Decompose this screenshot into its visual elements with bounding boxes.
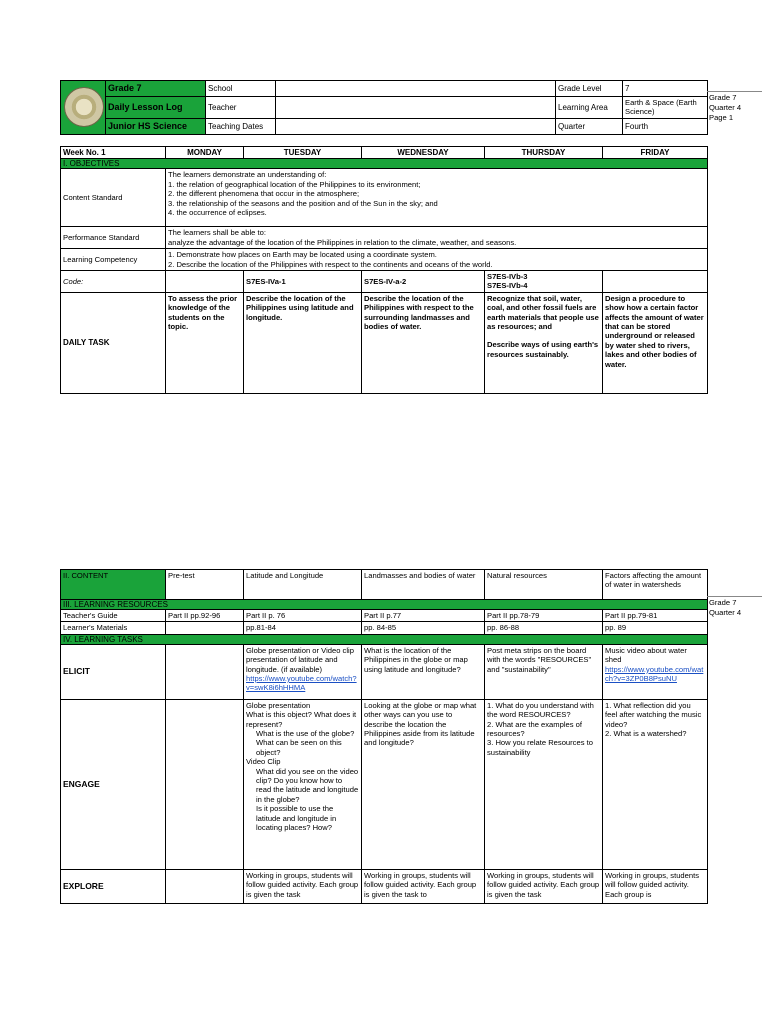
learning-area-label: Learning Area <box>556 97 623 119</box>
objectives-table <box>60 146 708 394</box>
elicit-tuesday-text: Globe presentation or Video clip presentation of latitude and longitude. (if available) <box>246 645 354 674</box>
daily-task-tuesday: Describe the location of the Philippines using latitude and longitude. <box>244 292 362 393</box>
side-notes-page2 <box>709 598 741 618</box>
engage-tuesday-line: What did you see on the video clip? Do you know how to read the latitude and longitude in the globe? <box>256 766 359 804</box>
content-wednesday: Landmasses and bodies of water <box>362 570 485 600</box>
header-rule-line <box>707 91 762 92</box>
engage-thursday-line: 2. What are the examples of resources? <box>487 719 582 739</box>
elicit-friday-text: Music video about water shed <box>605 645 687 665</box>
school-label: School <box>206 81 276 97</box>
learners-materials-friday: pp. 89 <box>603 622 708 634</box>
teaching-dates-label: Teaching Dates <box>206 118 276 134</box>
elicit-tuesday-video-link[interactable]: https://www.youtube.com/watch?v=swK8i6hHHMA <box>246 674 357 693</box>
engage-tuesday-line: Is it possible to use the latitude and longitude in locating places? How? <box>256 804 337 833</box>
section-content: II. CONTENT <box>61 570 166 600</box>
school-logo-cell <box>61 81 106 135</box>
day-tuesday: TUESDAY <box>244 147 362 159</box>
section-objectives: I. OBJECTIVES <box>61 159 708 169</box>
learning-competency-label: Learning Competency <box>61 249 166 271</box>
teachers-guide-thursday: Part II pp.78-79 <box>485 610 603 622</box>
engage-label: ENGAGE <box>61 699 166 869</box>
teachers-guide-tuesday: Part II p. 76 <box>244 610 362 622</box>
content-tuesday: Latitude and Longitude <box>244 570 362 600</box>
grade-level-label: Grade Level <box>556 81 623 97</box>
learning-competency-text <box>166 249 708 271</box>
side-note-page: Page 1 <box>709 113 734 122</box>
explore-thursday: Working in groups, students will follow guided activity. Each group is given the task <box>485 869 603 903</box>
engage-wednesday: Looking at the globe or map what other ways can you use to describe the location the Philippines aside from its latitude and longitude? <box>362 699 485 869</box>
page2-rule-line <box>707 596 762 597</box>
content-standard-label: Content Standard <box>61 169 166 227</box>
grade-title: Grade 7 <box>106 81 206 97</box>
learning-area-value: Earth & Space (Earth Science) <box>623 97 708 119</box>
engage-tuesday-line: Video Clip <box>246 757 281 767</box>
engage-tuesday-line: Globe presentation <box>246 700 311 710</box>
engage-thursday <box>485 699 603 869</box>
content-monday: Pre-test <box>166 570 244 600</box>
explore-label: EXPLORE <box>61 869 166 903</box>
daily-task-thursday-text: Recognize that soil, water, coal, and other fossil fuels are earth materials that people use as resources; and <box>487 293 599 332</box>
section-learning-tasks: IV. LEARNING TASKS <box>61 634 708 644</box>
daily-task-thursday-extra: Describe ways of using earth's resources sustainably. <box>487 340 599 359</box>
daily-task-label: DAILY TASK <box>61 292 166 393</box>
learners-materials-wednesday: pp. 84-85 <box>362 622 485 634</box>
engage-thursday-line: 3. How you relate Resources to sustainability <box>487 738 593 757</box>
performance-standard-line: The learners shall be able to: <box>168 228 266 238</box>
code-monday <box>166 271 244 293</box>
content-standard-line: 1. the relation of geographical location of the Philippines to its environment; <box>168 179 421 189</box>
engage-thursday-line: 1. What do you understand with the word RESOURCES? <box>487 700 594 720</box>
code-wednesday: S7ES-IV-a-2 <box>362 271 485 293</box>
engage-friday <box>603 699 708 869</box>
elicit-label: ELICIT <box>61 644 166 699</box>
elicit-tuesday <box>244 644 362 699</box>
side-notes-page1 <box>709 93 741 123</box>
learners-materials-monday <box>166 622 244 634</box>
elicit-friday-video-link[interactable]: https://www.youtube.com/watch?v=3ZP0B8PsuNU <box>605 664 704 684</box>
daily-task-monday: To assess the prior knowledge of the students on the topic. <box>166 292 244 393</box>
daily-task-wednesday: Describe the location of the Philippines with respect to the surrounding landmasses and bodies of water. <box>362 292 485 393</box>
teacher-label: Teacher <box>206 97 276 119</box>
school-level-title: Junior HS Science <box>106 118 206 134</box>
elicit-monday <box>166 644 244 699</box>
learning-competency-line: 2. Describe the location of the Philippines with respect to the continents and oceans of the world. <box>168 259 493 269</box>
teacher-value <box>276 97 556 119</box>
side-note-grade: Grade 7 <box>709 93 737 102</box>
engage-tuesday <box>244 699 362 869</box>
content-standard-line: The learners demonstrate an understanding of: <box>168 170 327 180</box>
code-label: Code: <box>61 271 166 293</box>
engage-friday-line: 2. What is a watershed? <box>605 729 687 739</box>
side-note-quarter: Quarter 4 <box>709 608 742 617</box>
engage-friday-line: 1. What reflection did you feel after watching the music video? <box>605 700 702 729</box>
daily-task-friday: Design a procedure to show how a certain factor affects the amount of water that can be stored underground or released by water shed to rivers, lakes and other bodies of water. <box>603 292 708 393</box>
log-title: Daily Lesson Log <box>106 97 206 119</box>
elicit-friday <box>603 644 708 699</box>
code-thursday: S7ES-IVb-3 S7ES-IVb-4 <box>485 271 603 293</box>
day-friday: FRIDAY <box>603 147 708 159</box>
deped-seal-icon <box>64 87 104 127</box>
section-learning-resources: III. LEARNING RESOURCES <box>61 600 708 610</box>
day-thursday: THURSDAY <box>485 147 603 159</box>
explore-friday: Working in groups, students will follow guided activity. Each group is <box>603 869 708 903</box>
code-friday <box>603 271 708 293</box>
content-thursday: Natural resources <box>485 570 603 600</box>
daily-task-thursday <box>485 292 603 393</box>
elicit-wednesday: What is the location of the Philippines in the globe or map using latitude and longitude? <box>362 644 485 699</box>
quarter-value: Fourth <box>623 118 708 134</box>
content-standard-line: 4. the occurrence of eclipses. <box>168 208 267 218</box>
learning-competency-line: 1. Demonstrate how places on Earth may be located using a coordinate system. <box>168 250 437 260</box>
engage-monday <box>166 699 244 869</box>
explore-monday <box>166 869 244 903</box>
learners-materials-tuesday: pp.81-84 <box>244 622 362 634</box>
engage-tuesday-line: What is the use of the globe? What can be seen on this object? <box>256 729 355 757</box>
elicit-thursday: Post meta strips on the board with the words "RESOURCES" and "sustainability" <box>485 644 603 699</box>
school-value <box>276 81 556 97</box>
day-monday: MONDAY <box>166 147 244 159</box>
performance-standard-line: analyze the advantage of the location of the Philippines in relation to the climate, weather, and seasons. <box>168 237 517 247</box>
side-note-quarter: Quarter 4 <box>709 103 742 112</box>
explore-tuesday: Working in groups, students will follow guided activity. Each group is given the task <box>244 869 362 903</box>
learners-materials-thursday: pp. 86-88 <box>485 622 603 634</box>
content-table <box>60 569 708 904</box>
content-friday: Factors affecting the amount of water in watersheds <box>603 570 708 600</box>
performance-standard-text <box>166 227 708 249</box>
week-number: Week No. 1 <box>61 147 166 159</box>
content-standard-text <box>166 169 708 227</box>
side-note-grade: Grade 7 <box>709 598 737 607</box>
content-standard-line: 2. the different phenomena that occur in the atmosphere; <box>168 189 360 199</box>
teachers-guide-monday: Part II pp.92-96 <box>166 610 244 622</box>
day-wednesday: WEDNESDAY <box>362 147 485 159</box>
teaching-dates-value <box>276 118 556 134</box>
content-standard-line: 3. the relationship of the seasons and the position and of the Sun in the sky; and <box>168 198 438 208</box>
grade-level-value: 7 <box>623 81 708 97</box>
code-tuesday: S7ES-IVa-1 <box>244 271 362 293</box>
explore-wednesday: Working in groups, students will follow guided activity. Each group is given the task to <box>362 869 485 903</box>
teachers-guide-wednesday: Part II p.77 <box>362 610 485 622</box>
quarter-label: Quarter <box>556 118 623 134</box>
learners-materials-label: Learner's Materials <box>61 622 166 634</box>
teachers-guide-label: Teacher's Guide <box>61 610 166 622</box>
engage-tuesday-line: What is this object? What does it represent? <box>246 710 357 729</box>
teachers-guide-friday: Part II pp.79-81 <box>603 610 708 622</box>
header-table <box>60 80 708 135</box>
performance-standard-label: Performance Standard <box>61 227 166 249</box>
